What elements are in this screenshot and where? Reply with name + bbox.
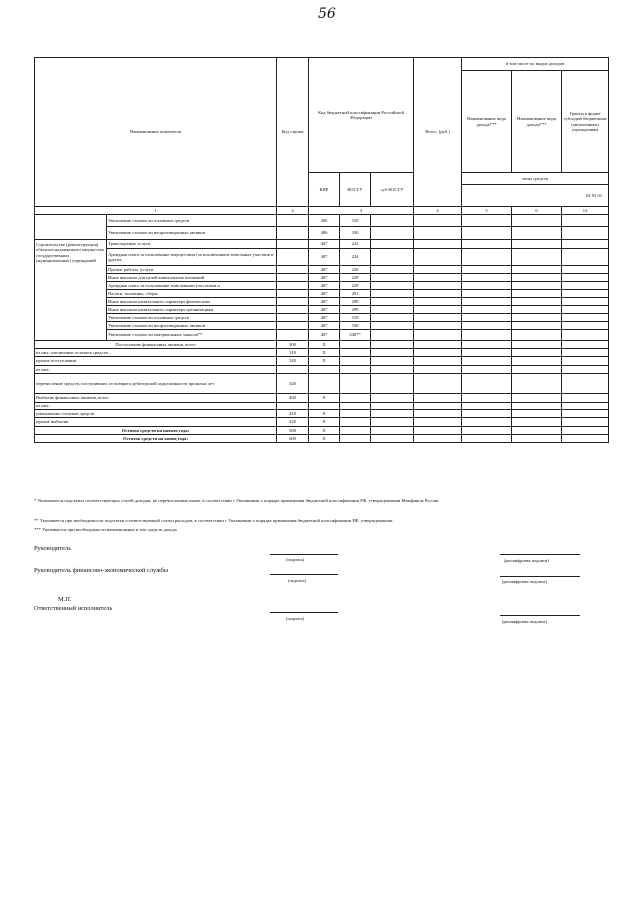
empty-cell (462, 249, 512, 266)
col-number: 5 (462, 207, 512, 215)
empty-cell (512, 290, 562, 298)
table-row (35, 282, 609, 290)
table-row (35, 435, 609, 443)
empty-cell (512, 227, 562, 240)
lower-row-code: 310 (277, 349, 309, 357)
empty-cell (371, 330, 414, 341)
empty-cell (414, 274, 462, 282)
group-cell-empty (35, 215, 107, 240)
lower-row-kvr (309, 403, 340, 410)
lower-row-name: Остаток средств на начало года: (35, 427, 277, 435)
empty-cell (414, 227, 462, 240)
row-code-cell (277, 249, 309, 266)
row-code-cell (277, 322, 309, 330)
head-decode-caption: (расшифровка подписи) (504, 558, 549, 563)
empty-cell (462, 403, 512, 410)
grant-code: 02 03 01 (585, 193, 603, 198)
row-kosgu: 228 (340, 274, 371, 282)
row-kosgu: 330 (340, 322, 371, 330)
empty-cell (512, 282, 562, 290)
empty-cell (414, 418, 462, 427)
empty-cell (371, 341, 414, 349)
row-kosgu: 299 (340, 306, 371, 314)
fund-type-label: типы средств (462, 173, 608, 185)
row-code-cell (277, 266, 309, 274)
empty-cell (512, 366, 562, 374)
lower-row-kvr (309, 366, 340, 374)
table-row (35, 427, 609, 435)
empty-cell (512, 306, 562, 314)
empty-cell (562, 322, 609, 330)
empty-cell (414, 349, 462, 357)
lower-row-kvr: X (309, 394, 340, 403)
empty-cell (414, 410, 462, 418)
table-row (35, 394, 609, 403)
table-row (35, 374, 609, 394)
empty-cell (512, 249, 562, 266)
empty-cell (414, 266, 462, 274)
row-kosgu: 310 (340, 314, 371, 322)
empty-cell (414, 435, 462, 443)
header-income-name-2: Наименование вида дохода*** (512, 71, 562, 173)
lower-row-code: 410 (277, 410, 309, 418)
row-code-cell (277, 282, 309, 290)
empty-cell (340, 418, 371, 427)
page-number: 56 (318, 6, 336, 22)
table-row (35, 306, 609, 314)
empty-cell (562, 266, 609, 274)
empty-cell (340, 427, 371, 435)
table-row (35, 314, 609, 322)
empty-cell (512, 298, 562, 306)
empty-cell (512, 410, 562, 418)
table-row (35, 418, 609, 427)
empty-cell (414, 357, 462, 366)
empty-cell (371, 274, 414, 282)
row-kvr: 407 (309, 240, 340, 249)
row-name: Иные выплаты капитального характера организациям (107, 306, 277, 314)
empty-cell (414, 282, 462, 290)
empty-cell (462, 322, 512, 330)
executor-label: Ответственный исполнитель (34, 605, 113, 612)
table-row (35, 322, 609, 330)
row-name: Увеличение стоимости непроизведенных активов (107, 227, 277, 240)
lower-row-kvr: X (309, 357, 340, 366)
lower-row-name: Поступление финансовых активов, всего (35, 341, 277, 349)
header-total: Всего, (руб.) (414, 58, 462, 207)
executor-signature-line (270, 612, 338, 613)
empty-cell (414, 215, 462, 227)
row-kvr: 407 (309, 298, 340, 306)
lower-row-name: из них: (35, 403, 277, 410)
column-numbers-row (35, 207, 609, 215)
empty-cell (562, 357, 609, 366)
empty-cell (562, 366, 609, 374)
empty-cell (462, 427, 512, 435)
empty-cell (512, 274, 562, 282)
empty-cell (462, 394, 512, 403)
table-row (35, 266, 609, 274)
row-name: Увеличение стоимости материальных запасов** (107, 330, 277, 341)
row-name: Налоги, пошлины, сборы (107, 290, 277, 298)
lower-row-kvr: X (309, 418, 340, 427)
empty-cell (414, 427, 462, 435)
empty-cell (371, 266, 414, 274)
empty-cell (340, 366, 371, 374)
empty-cell (562, 298, 609, 306)
lower-row-kvr: X (309, 341, 340, 349)
empty-cell (414, 366, 462, 374)
empty-cell (562, 349, 609, 357)
empty-cell (562, 427, 609, 435)
empty-cell (512, 341, 562, 349)
row-kvr: 407 (309, 322, 340, 330)
header-sub-kosgu: суб КОСГУ (371, 173, 414, 207)
empty-cell (371, 403, 414, 410)
empty-cell (562, 341, 609, 349)
row-kvr: 407 (309, 274, 340, 282)
empty-cell (371, 290, 414, 298)
empty-cell (562, 330, 609, 341)
row-kosgu: 330 (340, 227, 371, 240)
row-kosgu: 226 (340, 266, 371, 274)
header-income-name-1: Наименование вида дохода*** (462, 71, 512, 173)
row-code-cell (277, 298, 309, 306)
empty-cell (414, 374, 462, 394)
empty-cell (462, 266, 512, 274)
table-row (35, 403, 609, 410)
empty-cell (371, 349, 414, 357)
empty-cell (512, 427, 562, 435)
table-row (35, 341, 609, 349)
empty-cell (371, 410, 414, 418)
table-row (35, 330, 609, 341)
row-code-cell (277, 274, 309, 282)
row-name: Увеличение стоимости основных средств (107, 314, 277, 322)
lower-row-code: 400 (277, 394, 309, 403)
executor-decode-caption: (расшифровка подписи) (502, 619, 547, 624)
table-row (35, 227, 609, 240)
col-number: 12 (562, 207, 609, 215)
header-grants: Гранты в форме субсидий бюджетным (автономным) учреждениям (562, 71, 609, 173)
lower-row-code (277, 403, 309, 410)
header-incl: в том числе по видам доходов (462, 58, 609, 71)
row-name: Увеличение стоимости непроизведенных активов (107, 322, 277, 330)
col-number: 2 (277, 207, 309, 215)
footnote-3: *** Указывается при необходимости наименование и тип средств дохода (34, 527, 177, 532)
empty-cell (414, 249, 462, 266)
empty-cell (371, 435, 414, 443)
row-kvr: 407 (309, 330, 340, 341)
finance-signature-line (270, 574, 338, 575)
fund-type-cell (462, 173, 609, 207)
head-decode-line (500, 554, 580, 555)
empty-cell (462, 435, 512, 443)
empty-cell (414, 322, 462, 330)
empty-cell (462, 274, 512, 282)
row-kosgu: 229 (340, 282, 371, 290)
empty-cell (512, 418, 562, 427)
empty-cell (371, 322, 414, 330)
empty-cell (512, 394, 562, 403)
row-kosgu: 224 (340, 249, 371, 266)
row-code-cell (277, 314, 309, 322)
empty-cell (562, 435, 609, 443)
row-kvr: 406 (309, 215, 340, 227)
col-number: 1 (35, 207, 277, 215)
empty-cell (462, 418, 512, 427)
executor-decode-line (500, 615, 580, 616)
empty-cell (340, 357, 371, 366)
empty-cell (562, 290, 609, 298)
row-name: Иные выплаты для целей капитальных вложений (107, 274, 277, 282)
row-kvr: 407 (309, 266, 340, 274)
empty-cell (414, 314, 462, 322)
table-row (35, 249, 609, 266)
col-number: 6 (512, 207, 562, 215)
empty-cell (462, 306, 512, 314)
row-kosgu: 310 (340, 215, 371, 227)
lower-row-code: 600 (277, 435, 309, 443)
empty-cell (512, 349, 562, 357)
lower-row-kvr: X (309, 410, 340, 418)
empty-cell (512, 266, 562, 274)
row-code-cell (277, 240, 309, 249)
empty-cell (371, 394, 414, 403)
row-kosgu: 222 (340, 240, 371, 249)
empty-cell (414, 394, 462, 403)
table-row (35, 366, 609, 374)
footnote-2: ** Указывается при необходимости подстатьи соответствующей статьи расходов, в соответствии с Указаниями о порядке применения бюджетной классификации РФ, утвержденными (34, 518, 393, 523)
lower-row-name: Выбытие финансовых активов, всего (35, 394, 277, 403)
construction-label: Строительство (реконструкция) объектов недвижимого имущества государственных (муниципальных) учреждений (35, 240, 107, 341)
table-row (35, 349, 609, 357)
table-row (35, 290, 609, 298)
empty-cell (371, 240, 414, 249)
table-row (35, 240, 609, 249)
lower-row-code: 320 (277, 374, 309, 394)
lower-row-name: из них: (35, 366, 277, 374)
row-kvr: 406 (309, 227, 340, 240)
lower-row-name: прочие поступления (35, 357, 277, 366)
row-name: Арендная плата за пользование имуществом (за исключением земельных участков и других (107, 249, 277, 266)
empty-cell (512, 374, 562, 394)
finance-decode-caption: (расшифровка подписи) (502, 579, 547, 584)
empty-cell (371, 215, 414, 227)
empty-cell (512, 330, 562, 341)
empty-cell (512, 435, 562, 443)
head-label: Руководитель (34, 545, 72, 552)
lower-row-name: прочие выбытия (35, 418, 277, 427)
empty-cell (562, 282, 609, 290)
empty-cell (462, 341, 512, 349)
empty-cell (462, 349, 512, 357)
empty-cell (512, 215, 562, 227)
footnote-1: * Указываются подстатьи соответствующих статей доходов, не перечисленные выше, в соответствии с Указаниями о порядке применения бюджетной классификации РФ, утвержденными Минфином России (34, 498, 439, 503)
empty-cell (371, 357, 414, 366)
empty-cell (562, 227, 609, 240)
empty-cell (371, 418, 414, 427)
empty-cell (414, 403, 462, 410)
row-name: Увеличение стоимости основных средств (107, 215, 277, 227)
empty-cell (371, 282, 414, 290)
empty-cell (340, 394, 371, 403)
empty-cell (512, 403, 562, 410)
finance-signature-caption: (подпись) (288, 578, 307, 583)
empty-cell (371, 374, 414, 394)
lower-row-code (277, 366, 309, 374)
row-code-cell (277, 306, 309, 314)
lower-row-name: перечисление средств, поступивших от возврата дебиторской задолженности прошлых лет (35, 374, 277, 394)
empty-cell (562, 240, 609, 249)
lower-row-code: 500 (277, 427, 309, 435)
empty-cell (340, 435, 371, 443)
empty-cell (414, 341, 462, 349)
empty-cell (371, 306, 414, 314)
empty-cell (340, 374, 371, 394)
empty-cell (371, 227, 414, 240)
lower-row-name: уменьшение остатков средств (35, 410, 277, 418)
empty-cell (462, 290, 512, 298)
empty-cell (340, 341, 371, 349)
header-kvr: КВР (309, 173, 340, 207)
empty-cell (512, 322, 562, 330)
finance-head-label: Руководитель финансово-экономической службы (34, 567, 169, 574)
empty-cell (340, 403, 371, 410)
head-signature-line (270, 554, 338, 555)
col-number: 4 (414, 207, 462, 215)
empty-cell (562, 374, 609, 394)
row-kosgu: 340** (340, 330, 371, 341)
row-kvr: 407 (309, 306, 340, 314)
row-name: Арендная плата за пользование земельными участками и (107, 282, 277, 290)
empty-cell (512, 314, 562, 322)
empty-cell (371, 314, 414, 322)
lower-row-name: Остаток средств на конец года: (35, 435, 277, 443)
empty-cell (562, 314, 609, 322)
empty-cell (512, 240, 562, 249)
finance-decode-line (500, 576, 580, 577)
empty-cell (414, 298, 462, 306)
empty-cell (562, 306, 609, 314)
row-kosgu: 298 (340, 298, 371, 306)
lower-row-kvr (309, 374, 340, 394)
table-row (35, 357, 609, 366)
empty-cell (414, 330, 462, 341)
empty-cell (462, 298, 512, 306)
lower-row-name: из них: увеличение остатков средств (35, 349, 277, 357)
empty-cell (462, 282, 512, 290)
row-kvr: 407 (309, 282, 340, 290)
empty-cell (462, 357, 512, 366)
executor-signature-caption: (подпись) (286, 616, 305, 621)
empty-cell (512, 357, 562, 366)
row-kosgu: 291 (340, 290, 371, 298)
empty-cell (462, 374, 512, 394)
table-row (35, 215, 609, 227)
lower-row-kvr: X (309, 427, 340, 435)
row-name: Прочие работы, услуги (107, 266, 277, 274)
empty-cell (562, 418, 609, 427)
empty-cell (562, 410, 609, 418)
lower-row-code: 300 (277, 341, 309, 349)
lower-row-code: 420 (277, 418, 309, 427)
row-code-cell (277, 330, 309, 341)
empty-cell (414, 306, 462, 314)
empty-cell (414, 240, 462, 249)
header-bk-code: Код бюджетной классификации Российской Федерации (309, 58, 414, 173)
table-row (35, 410, 609, 418)
empty-cell (340, 349, 371, 357)
lower-row-kvr: X (309, 349, 340, 357)
empty-cell (414, 290, 462, 298)
empty-cell (562, 403, 609, 410)
table-row (35, 274, 609, 282)
header-indicator: Наименование показателя (35, 58, 277, 207)
empty-cell (371, 249, 414, 266)
empty-cell (371, 298, 414, 306)
row-name: Иные выплаты капитального характера физическим (107, 298, 277, 306)
row-kvr: 407 (309, 290, 340, 298)
empty-cell (562, 394, 609, 403)
empty-cell (371, 366, 414, 374)
head-signature-caption: (подпись) (286, 557, 305, 562)
empty-cell (462, 366, 512, 374)
empty-cell (562, 274, 609, 282)
lower-row-code: 320 (277, 357, 309, 366)
empty-cell (562, 215, 609, 227)
empty-cell (562, 249, 609, 266)
empty-cell (462, 240, 512, 249)
row-code-cell (277, 290, 309, 298)
finance-table (34, 57, 609, 443)
row-code-cell (277, 227, 309, 240)
row-kvr: 407 (309, 314, 340, 322)
empty-cell (462, 330, 512, 341)
lower-row-kvr: X (309, 435, 340, 443)
table-row (35, 298, 609, 306)
empty-cell (340, 410, 371, 418)
stamp-label: М.П. (58, 596, 72, 603)
row-name: Транспортные услуги (107, 240, 277, 249)
header-row-code: Код строки (277, 58, 309, 207)
row-kvr: 407 (309, 249, 340, 266)
row-code-cell (277, 215, 309, 227)
col-number: 3 (309, 207, 414, 215)
empty-cell (462, 410, 512, 418)
empty-cell (462, 215, 512, 227)
empty-cell (462, 314, 512, 322)
header-kosgu: КОСГУ (340, 173, 371, 207)
empty-cell (462, 227, 512, 240)
empty-cell (371, 427, 414, 435)
